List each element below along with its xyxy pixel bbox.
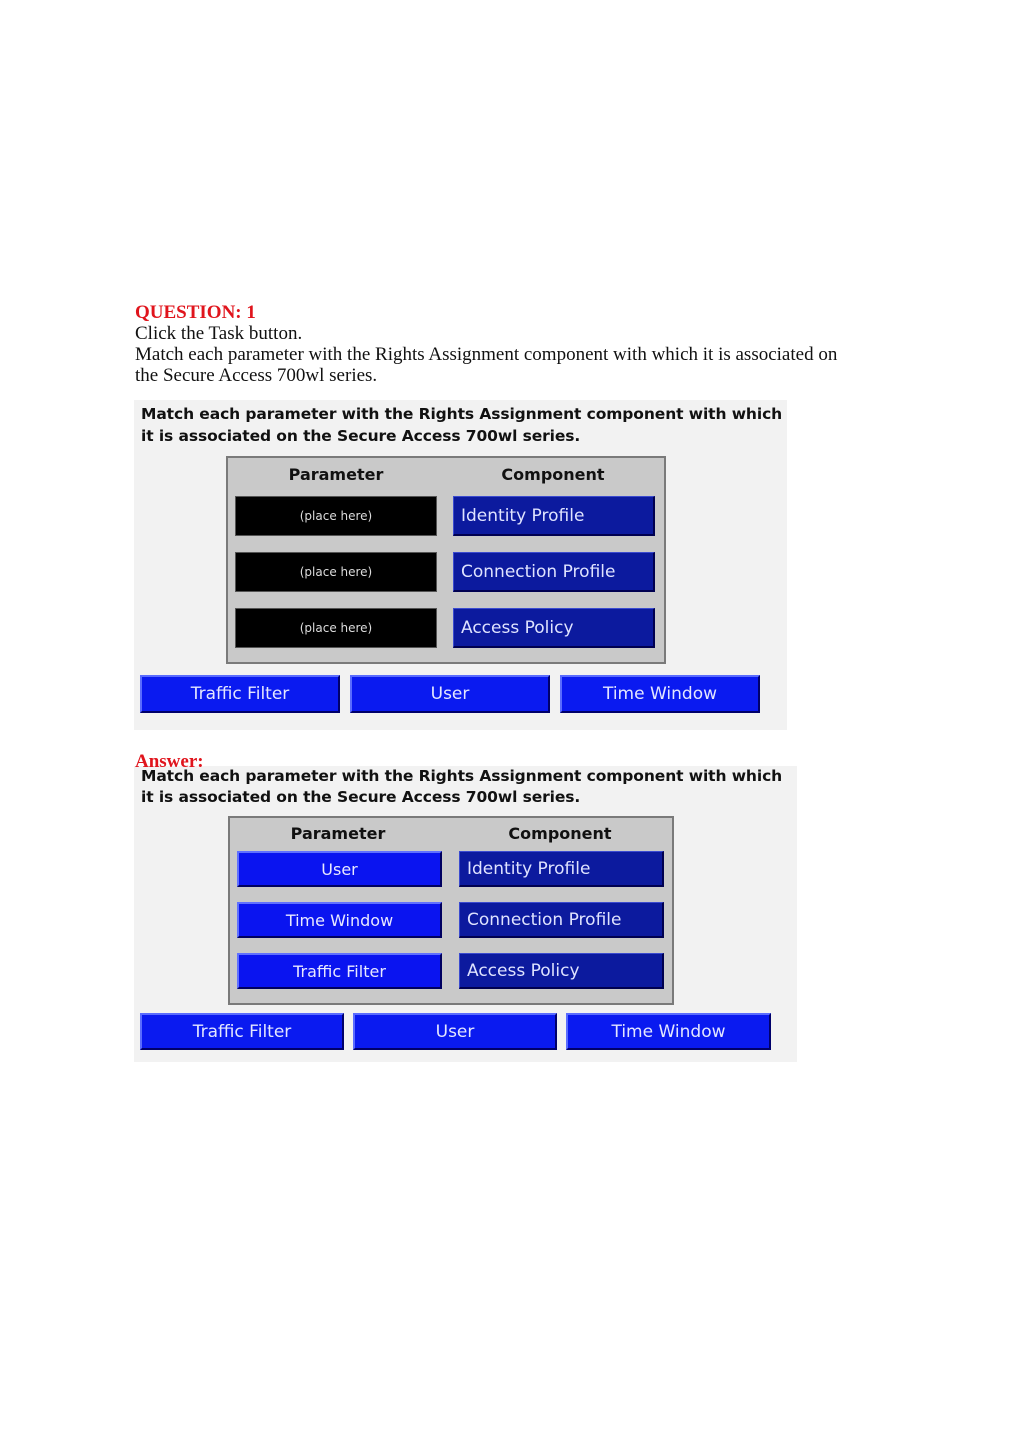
answer-match-grid xyxy=(228,816,674,1005)
component-connection-profile: Connection Profile xyxy=(459,902,664,938)
component-connection-profile: Connection Profile xyxy=(453,552,655,592)
parameter-header: Parameter xyxy=(288,465,384,484)
parameter-drop-slot[interactable]: (place here) xyxy=(235,608,437,648)
component-header: Component xyxy=(501,465,605,484)
component-access-policy: Access Policy xyxy=(453,608,655,648)
task-match-grid xyxy=(226,456,666,664)
option-traffic-filter[interactable]: Traffic Filter xyxy=(140,1013,344,1050)
answer-panel xyxy=(134,766,797,1062)
answer-instruction-line-1: Match each parameter with the Rights Assignment component with which xyxy=(141,767,783,785)
component-identity-profile: Identity Profile xyxy=(459,851,664,887)
task-panel xyxy=(134,400,787,730)
question-title: QUESTION: 1 xyxy=(135,302,256,323)
parameter-slot-traffic-filter[interactable]: Traffic Filter xyxy=(237,953,442,989)
question-line-3: the Secure Access 700wl series. xyxy=(135,365,378,386)
task-instruction-line-2: it is associated on the Secure Access 700wl series. xyxy=(141,427,581,445)
component-header: Component xyxy=(508,824,612,843)
parameter-drop-slot[interactable]: (place here) xyxy=(235,496,437,536)
parameter-slot-time-window[interactable]: Time Window xyxy=(237,902,442,938)
option-user[interactable]: User xyxy=(353,1013,557,1050)
answer-instruction-line-2: it is associated on the Secure Access 700wl series. xyxy=(141,788,581,806)
component-access-policy: Access Policy xyxy=(459,953,664,989)
parameter-header: Parameter xyxy=(290,824,386,843)
option-time-window[interactable]: Time Window xyxy=(566,1013,771,1050)
parameter-slot-user[interactable]: User xyxy=(237,851,442,887)
component-identity-profile: Identity Profile xyxy=(453,496,655,536)
task-instruction xyxy=(141,403,782,447)
question-line-2: Match each parameter with the Rights Assignment component with which it is associated on xyxy=(135,344,838,365)
option-traffic-filter[interactable]: Traffic Filter xyxy=(140,675,340,713)
question-text xyxy=(135,323,925,386)
question-line-1: Click the Task button. xyxy=(135,323,303,344)
option-user[interactable]: User xyxy=(350,675,550,713)
answer-instruction xyxy=(141,766,782,808)
option-time-window[interactable]: Time Window xyxy=(560,675,760,713)
task-instruction-line-1: Match each parameter with the Rights Assignment component with which xyxy=(141,405,783,423)
answer-label: Answer: xyxy=(135,751,204,772)
parameter-drop-slot[interactable]: (place here) xyxy=(235,552,437,592)
